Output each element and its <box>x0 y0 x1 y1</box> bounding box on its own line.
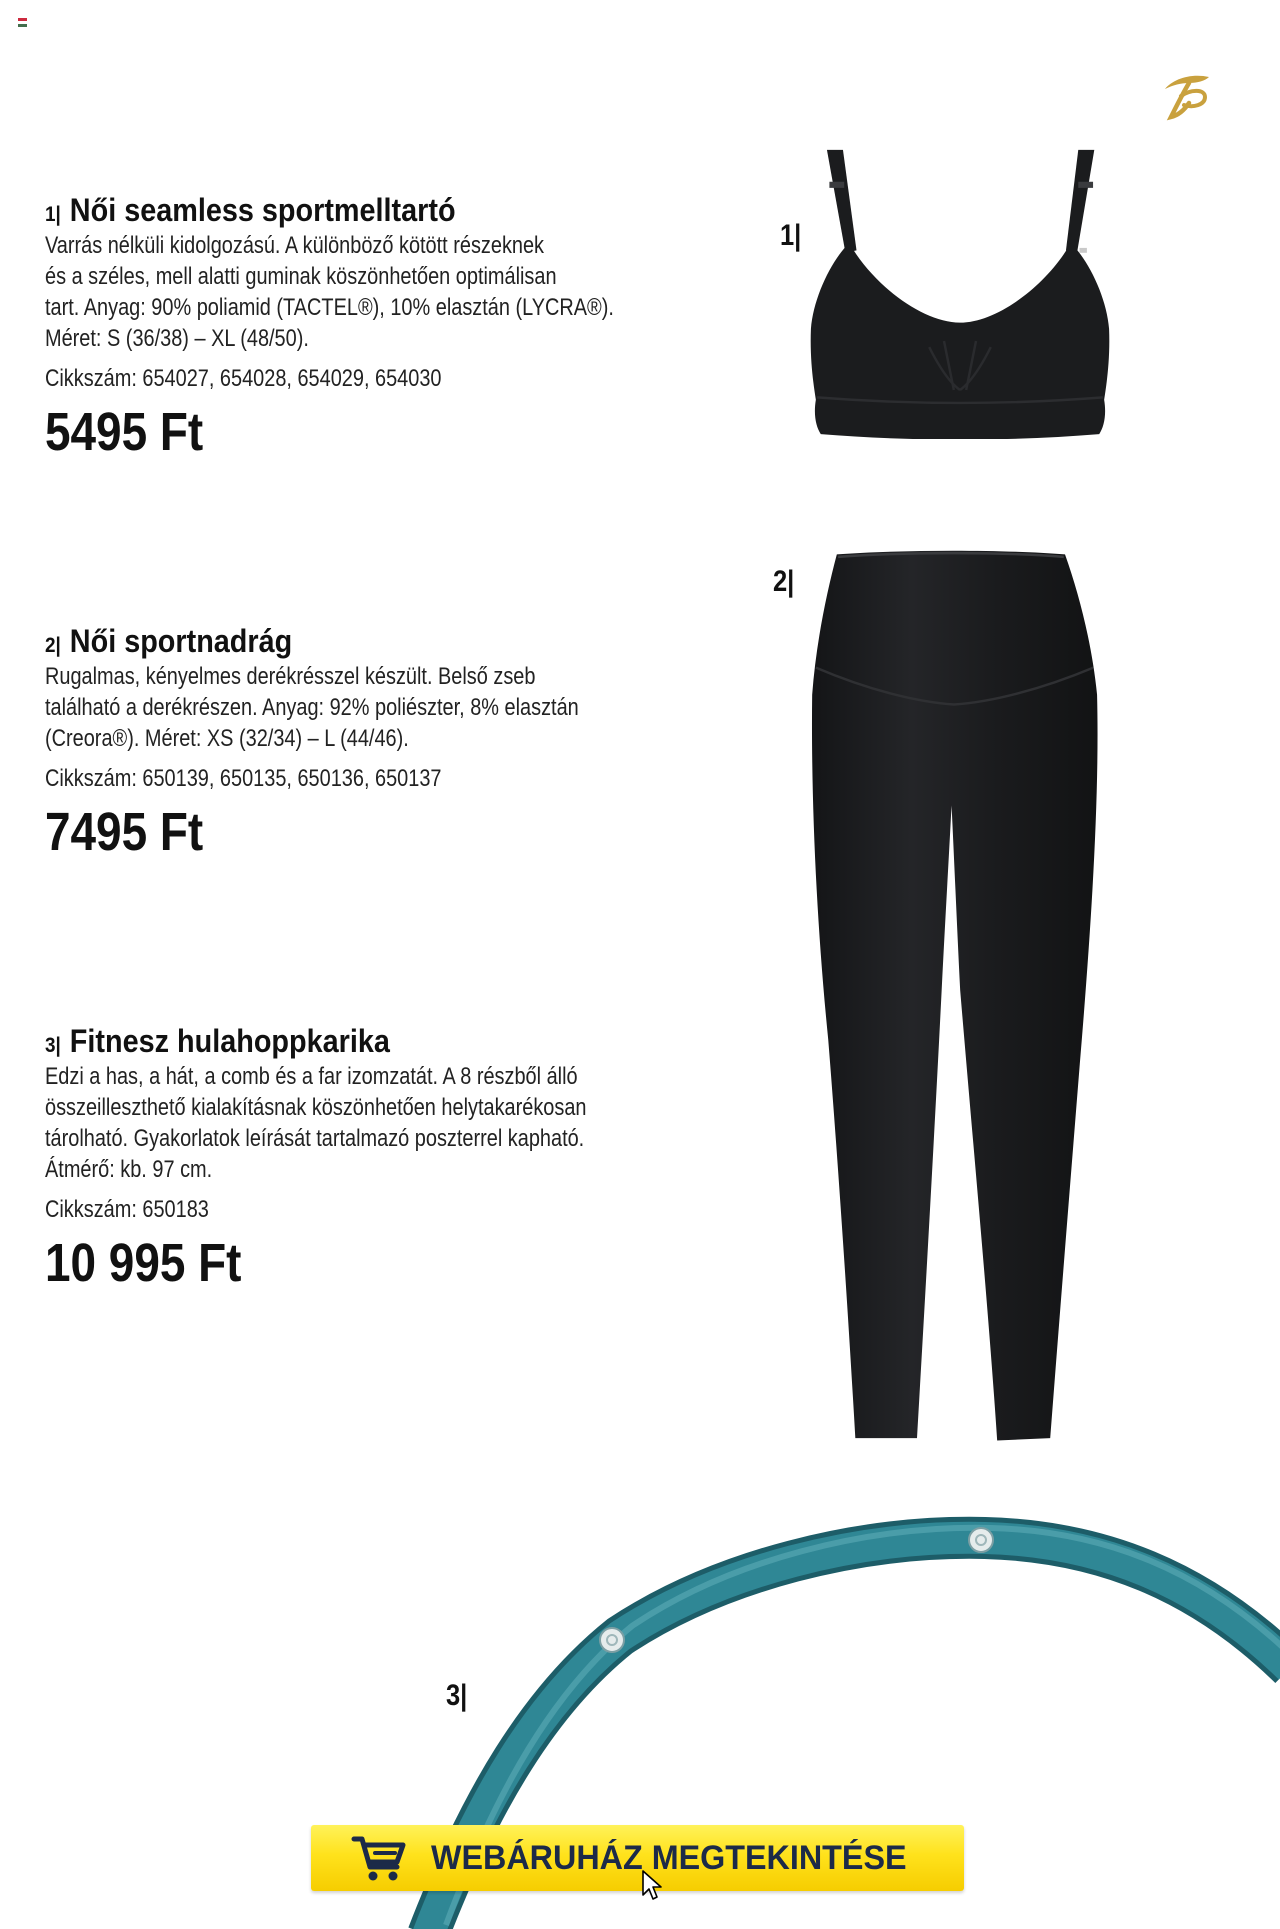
product-title-text: Fitnesz hulahoppkarika <box>69 1023 390 1059</box>
product-1 <box>45 190 730 462</box>
product-description-line: Rugalmas, kényelmes derékrésszel készült. Belső zseb <box>45 663 536 690</box>
product-description-line: és a széles, mell alatti guminak köszönhetően optimálisan <box>45 263 557 290</box>
product-description-line: Varrás nélküli kidolgozású. A különböző kötött részeknek <box>45 232 545 259</box>
product-index: 1| <box>45 203 61 226</box>
product-sku: Cikkszám: 650139, 650135, 650136, 650137 <box>45 765 442 792</box>
view-webshop-button[interactable] <box>311 1825 964 1891</box>
product-description-line: Átmérő: kb. 97 cm. <box>45 1156 213 1183</box>
tchibo-logo-icon <box>1159 71 1213 123</box>
sports-bra-image <box>806 145 1114 439</box>
product-title-text: Női seamless sportmelltartó <box>69 192 456 228</box>
product-title <box>45 621 624 661</box>
product-sku: Cikkszám: 650183 <box>45 1196 209 1223</box>
product-3 <box>45 1021 697 1293</box>
cart-icon <box>351 1833 407 1883</box>
product-1-image-label: 1| <box>780 219 802 252</box>
product-price: 5495 Ft <box>45 402 204 462</box>
product-description-line: Edzi a has, a hát, a comb és a far izomzatát. A 8 részből álló <box>45 1063 578 1090</box>
product-description-line: összeilleszthető kialakításnak köszönhetően helytakarékosan <box>45 1094 587 1121</box>
product-2-image-label: 2| <box>773 565 795 598</box>
product-description-line: Méret: S (36/38) – XL (48/50). <box>45 325 309 352</box>
view-webshop-label: WEBÁRUHÁZ MEGTEKINTÉSE <box>431 1839 907 1877</box>
product-title <box>45 1021 632 1061</box>
product-index: 3| <box>45 1034 61 1057</box>
product-price: 7495 Ft <box>45 802 204 862</box>
product-3-image-label: 3| <box>446 1679 468 1712</box>
product-sku: Cikkszám: 654027, 654028, 654029, 654030 <box>45 365 442 392</box>
product-2 <box>45 621 688 862</box>
product-description-line: található a derékrészen. Anyag: 92% poliészter, 8% elasztán <box>45 694 579 721</box>
product-title-text: Női sportnadrág <box>69 623 293 659</box>
mouse-cursor-icon <box>641 1869 663 1901</box>
product-description-line: tárolható. Gyakorlatok leírását tartalmazó poszterrel kapható. <box>45 1125 585 1152</box>
product-description-line: tart. Anyag: 90% poliamid (TACTEL®), 10% elasztán (LYCRA®). <box>45 294 614 321</box>
product-title <box>45 190 662 230</box>
flag-icon <box>18 18 27 27</box>
product-index: 2| <box>45 634 61 657</box>
product-description-line: (Creora®). Méret: XS (32/34) – L (44/46). <box>45 725 409 752</box>
product-price: 10 995 Ft <box>45 1233 242 1293</box>
leggings-image <box>806 547 1102 1443</box>
